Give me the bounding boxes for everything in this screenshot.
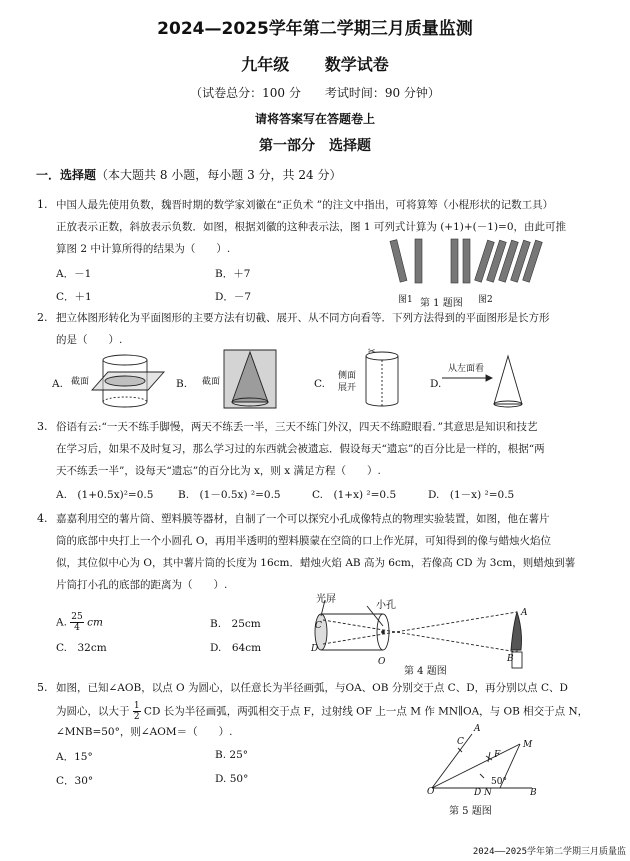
q4-line-4: 片筒打小孔的底部的距离为（ ）.: [56, 579, 228, 591]
q4-option-b: B. 25cm: [210, 618, 261, 630]
q1-fig1-label: 图1: [398, 295, 413, 305]
q5-half-fraction: [133, 701, 141, 722]
q1-line-3: 算图 2 中计算所得的结果为（ ）.: [56, 243, 231, 255]
q4-line-2: 筒的底部中央打上一个小圆孔 O，再用半透明的塑料膜蒙在空筒的口上作光屏，可知得到的像与蜡烛火焰位: [56, 535, 551, 547]
section-title: 一．选择题: [36, 168, 97, 182]
q4-option-a-prefix: A.: [56, 616, 67, 629]
q2-number: 2.: [37, 311, 48, 324]
q1-option-b: B．＋7: [215, 268, 251, 280]
rod-slanted: [390, 240, 407, 282]
q3-line-2: 在学习后，如果不及时复习，那么学习过的东西就会被遗忘．假设每天“遗忘”的百分比是一样的，根据“两: [56, 443, 545, 455]
q5-option-a: A．15°: [56, 751, 93, 763]
q1-line-1: 中国人最先使用负数，魏晋时期的数学家刘徽在“正负术 ”的注文中指出，可将算筹（小棍形状的记数工具）: [56, 199, 554, 211]
q5-point-n: N: [484, 788, 492, 798]
q5-half-numerator: 1: [133, 701, 140, 711]
q1-counting-rods-figure: [385, 235, 555, 290]
q2-line-2: 的是（ ）.: [56, 334, 123, 346]
q5-point-c: C: [457, 737, 464, 747]
q3-line-1: 俗语有云:“一天不练手脚慢，两天不练丢一半，三天不练门外汉，四天不练瞪眼看．”其意思是知识和技艺: [56, 421, 538, 433]
q1-line-2: 正放表示正数，斜放表示负数．如图，根据刘徽的这种表示法，图 1 可列式计算为 (+1)+(－1)=0，由此可推: [56, 221, 567, 233]
q5-figure-caption: 第 5 题图: [449, 806, 492, 817]
q5-number: 5.: [37, 681, 48, 694]
q5-point-a: A: [474, 724, 481, 734]
q5-point-b: B: [530, 788, 537, 798]
q2-cone-view-figure: [436, 348, 526, 412]
q3-option-b: B. (1－0.5x) ²=0.5: [178, 489, 281, 501]
q4-option-a: [56, 612, 103, 633]
q5-line-2-b: CD 长为半径画弧，两弧相交于点 F，过射线 OF 上一点 M 作 MN∥OA，与 OB 相交于点 N，: [143, 705, 589, 718]
q3-option-c: C. (1+x) ²=0.5: [312, 489, 397, 501]
q1-figure-caption: 第 1 题图: [420, 298, 463, 309]
q3-number: 3.: [37, 420, 48, 433]
q4-line-3: 似，其位似中心为 O，其中薯片筒的长度为 16cm．蜡烛火焰 AB 高为 6cm，若像高 CD 为 3cm，则蜡烛到薯: [56, 557, 576, 569]
section-heading: [36, 166, 341, 183]
q5-line-2-a: 为圆心，以大于: [56, 705, 130, 718]
rod-upright: [415, 239, 422, 283]
q2-c-label-2: 展开: [338, 383, 357, 393]
q4-option-a-fraction: [70, 612, 83, 633]
q4-number: 4.: [37, 512, 48, 525]
q5-line-3: ∠MNB=50°，则∠AOM＝（ ）.: [56, 726, 233, 738]
q4-point-d: D: [311, 644, 319, 654]
q2-a-label: 截面: [71, 377, 90, 387]
q4-hole-label: 小孔: [376, 600, 396, 611]
q4-screen-label: 光屏: [316, 594, 336, 605]
q4-point-b: B: [507, 654, 514, 664]
q5-point-m: M: [523, 740, 533, 750]
q2-option-d: D.: [430, 378, 442, 390]
answer-notice: 请将答案写在答题卷上: [254, 112, 375, 126]
q5-option-c: C．30°: [56, 775, 94, 787]
q5-line-2: [56, 701, 588, 722]
q3-line-3: 天不练丢一半”，设每天“遗忘”的百分比为 x，则 x 满足方程（ ）.: [56, 465, 381, 477]
q4-figure-caption: 第 4 题图: [404, 666, 447, 677]
q2-option-c: C.: [314, 378, 325, 390]
rod-upright: [463, 239, 470, 283]
q2-option-b: B.: [176, 378, 188, 390]
q2-cylinder-unfold-figure: [360, 346, 410, 412]
q3-option-d: D. (1－x) ²=0.5: [428, 489, 515, 501]
q1-fig2-label: 图2: [478, 295, 493, 305]
page-footer: 2024——2025学年第二学期三月质量监: [472, 847, 626, 857]
q2-d-label: 从左面看: [448, 364, 485, 374]
q4-point-c: C: [315, 621, 322, 631]
q3-option-a: A. (1+0.5x)²=0.5: [56, 489, 154, 501]
exam-subtitle: 九年级 数学试卷: [241, 55, 389, 74]
exam-info: （试卷总分：100 分 考试时间：90 分钟）: [190, 86, 440, 100]
q2-cylinder-section-figure: [90, 350, 165, 412]
q1-option-c: C．＋1: [56, 291, 92, 303]
rod-upright: [451, 239, 458, 283]
pinhole-point: [381, 630, 385, 634]
q5-option-d: D. 50°: [215, 773, 249, 785]
q5-line-1: 如图，已知∠AOB，以点 O 为圆心，以任意长为半径画弧，与OA、OB 分别交于点 C、D，再分别以点 C、D: [56, 682, 568, 694]
q2-cone-section-figure: [220, 346, 280, 412]
q5-point-f: F: [494, 750, 501, 760]
q4-option-d: D. 64cm: [210, 642, 262, 654]
q1-option-d: D．－7: [215, 291, 252, 303]
q4-point-o: O: [378, 657, 386, 667]
q4-option-c: C. 32cm: [56, 642, 107, 654]
q5-point-o: O: [427, 787, 435, 797]
q1-number: 1.: [37, 198, 48, 211]
q5-option-b: B. 25°: [215, 749, 249, 761]
q4-option-a-numerator: 25: [71, 612, 83, 622]
exam-title: 2024—2025学年第二学期三月质量监测: [157, 19, 473, 39]
q5-point-d: D: [474, 788, 482, 798]
q4-line-1: 嘉嘉利用空的薯片筒、塑料膜等器材，自制了一个可以探究小孔成像特点的物理实验装置，如图，他在薯片: [56, 513, 550, 525]
q2-c-label-1: 侧面: [338, 371, 357, 381]
part-title: 第一部分 选择题: [259, 138, 371, 154]
svg-text:✂: ✂: [368, 347, 376, 357]
section-desc: （本大题共 8 小题，每小题 3 分，共 24 分）: [96, 168, 342, 182]
q2-b-label: 截面: [202, 377, 221, 387]
q1-option-a: A．－1: [56, 268, 92, 280]
q4-option-a-denominator: 4: [74, 623, 80, 633]
q5-angle-value: 50°: [491, 777, 507, 787]
q2-option-a: A.: [52, 378, 63, 390]
q5-half-denominator: 2: [133, 712, 140, 722]
q4-option-a-unit: cm: [87, 616, 103, 629]
q4-point-a: A: [521, 608, 528, 618]
q2-line-1: 把立体图形转化为平面图形的主要方法有切截、展开、从不同方向看等．下列方法得到的平面图形是长方形: [56, 312, 550, 324]
